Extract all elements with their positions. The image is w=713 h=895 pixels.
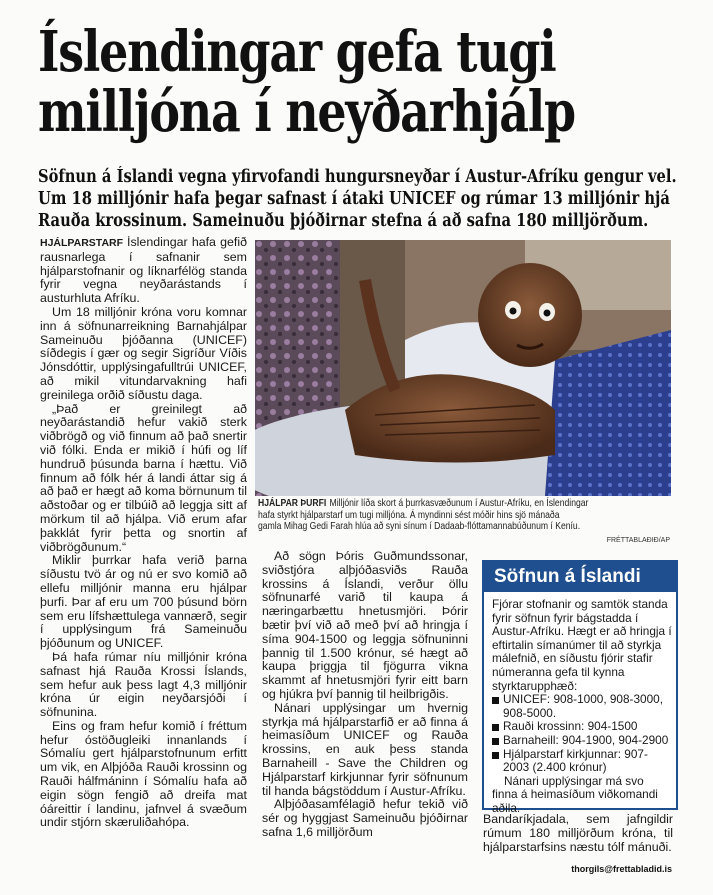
article-column-1 [40, 236, 247, 876]
donation-list [492, 693, 672, 775]
article-paragraph: Nánari upplýsingar um hvernig styrkja má hjálparstarfið er að finna á heimasíðum UNICEF og Rauða krossins, en auk þess standa Barnaheill - Save the Children og Hjálparstarf kirkjunnar fyrir söfnunum til handa bágstöddum í Austur-Afríku. [262, 700, 468, 798]
news-photo [255, 240, 671, 496]
author-signature: thorgils@frettabladid.is [571, 864, 672, 874]
sidebar-body [492, 598, 672, 816]
article-paragraph: Eins og fram hefur komið í fréttum hefur óstöðugleiki innanlands í Sómalíu gert hjálparstofnunum erfitt um vik, en Alþjóða Rauði krossinn og Rauði hálfmáninn í Sómalíu hafa að eigin sögn fengið að dreifa mat óáreittir í landinu, jafnvel á svæðum undir stjórn skæruliðahópa. [40, 718, 247, 830]
caption-line-3: gamla Mihag Gedi Farah hlúa að syni sínum í Dadaab-flóttamannabúðunum í Keníu. [258, 520, 581, 532]
section-kicker: HJÁLPARSTARF [40, 237, 124, 249]
lead-line-3: Rauða krossinum. Sameinuðu þjóðirnar stefna á að safna 180 milljörðum. [38, 211, 649, 231]
caption-line-2: hafa styrkt hjálparstarf um tugi milljóna. Á myndinni sést móðir hins sjö mánaða [258, 508, 560, 521]
headline-line-2: milljóna í neyðarhjálp [38, 79, 575, 145]
bullet-square-icon [492, 752, 499, 759]
sidebar-box [482, 560, 678, 815]
photo-credit: FRÉTTABLAÐIÐ/AP [606, 537, 670, 544]
headline [38, 19, 579, 145]
article-paragraph: Alþjóðasamfélagið hefur tekið við sér og hyggjast Sameinuðu þjóðirnar safna 1,6 milljörðum [262, 797, 468, 839]
article-paragraph [40, 236, 247, 306]
article-paragraph: Að sögn Þóris Guðmundssonar, sviðstjóra alþjóðasviðs Rauða krossins á Íslandi, verður öllu söfnunarfé varið til kaupa á næringarbættu hnetusmjöri. Þórir bætir því við að með því að hringja í síma 904-1500 og leggja söfnuninni þannig til 1.500 krónur, sé hægt að kaupa þriggja til fjögurra vikna skammt af hnetusmjöri fyrir eitt barn og hjúkra því þannig til heilbrigðis. [262, 550, 468, 701]
sidebar-more-info: Nánari upplýsingar má svo finna á heimasíðum viðkomandi aðila. [492, 773, 658, 815]
article-paragraph: Bandaríkjadala, sem jafngildir rúmum 180 milljörðum króna, til hjálparstarfsins næstu tólf mánuði. [483, 813, 673, 854]
child-photo-illustration [255, 240, 671, 496]
article-paragraph: Um 18 milljónir króna voru komnar inn á söfnunarreikning Barnahjálpar Sameinuðu þjóðanna (UNICEF) síðdegis í gær og segir Sigríður Víðis Jónsdóttir, upplýsingafulltrúi UNICEF, að mikil vitundarvakning hafi greinilega orðið síðustu daga. [40, 304, 247, 402]
article-paragraph: „Það er greinilegt að neyðarástandið hefur vakið sterk viðbrögð og við finnum að það snertir við fólki. Enda er mikið í húfi og líf hundruð þúsunda barna í hættu. Við finnum að fólk hér á landi áttar sig á að það er hægt að koma börnunum til aðstoðar og er tilbúið að leggja sitt af mörkum til að hjálpa. Við erum afar þakklát fyrir þetta og snortin af viðbrögðunum.“ [40, 401, 247, 554]
donation-item-text: Barnaheill: 904-1900, 904-2900 [503, 732, 669, 747]
lead-line-2: Um 18 milljónir hafa þegar safnast í átaki UNICEF og rúmar 13 milljónir hjá [38, 189, 670, 209]
lead-line-1: Söfnun á Íslandi vegna yfirvofandi hungursneyðar í Austur-Afríku gengur vel. [38, 167, 677, 187]
bullet-square-icon [492, 738, 499, 745]
article-paragraph: Þá hafa rúmar níu milljónir króna safnast hjá Rauða Krossi Íslands, sem hefur auk þess lagt 4,3 milljónir króna úr eigin neyðarsjóði í söfnunina. [40, 649, 247, 720]
article-column-2 [262, 550, 468, 878]
donation-item-text: Hjálparstarf kirkjunnar: 907-2003 (2.400 krónur) [503, 746, 648, 775]
donation-item [492, 693, 672, 720]
caption-line-1: Milljónir líða skort á þurrkasvæðunum í Austur-Afríku, en Íslendingar [329, 497, 589, 509]
donation-item [492, 734, 672, 748]
donation-item [492, 720, 672, 734]
photo-caption [258, 498, 676, 533]
donation-item-text: UNICEF: 908-1000, 908-3000, 908-5000. [503, 692, 664, 720]
donation-item-text: Rauði krossinn: 904-1500 [503, 719, 638, 734]
bullet-square-icon [492, 724, 499, 731]
headline-line-1: Íslendingar gefa tugi [38, 19, 556, 85]
lead-paragraph [38, 166, 676, 232]
donation-item [492, 748, 672, 775]
article-paragraph-text: Íslendingar hafa gefið rausnarlega í safnanir sem hjálparstofnanir og líknarfélög standa fyrir vegna neyðarástands í austurhluta Afríku. [40, 236, 247, 306]
bullet-square-icon [492, 697, 499, 704]
article-paragraph: Miklir þurrkar hafa verið þarna síðustu tvö ár og nú er svo komið að ellefu milljónir manna eru hjálpar þurfi. Þar af eru um 700 þúsund börn sem eru lífshættulega vannærð, segir í upplýsingum frá Sameinuðu þjóðunum og UNICEF. [40, 553, 247, 651]
sidebar-title: Söfnun á Íslandi [484, 562, 676, 592]
sidebar-intro: Fjórar stofnanir og samtök standa fyrir söfnun fyrir bágstadda í Austur-Afríku. Hægt er að hringja í eftirtalin símanúmer til að styrkja málefnið, en síðustu fjórir stafir númeranna gefa til kynna styrktarupphæð: [492, 597, 672, 693]
caption-label: HJÁLPAR ÞURFI [258, 497, 327, 509]
